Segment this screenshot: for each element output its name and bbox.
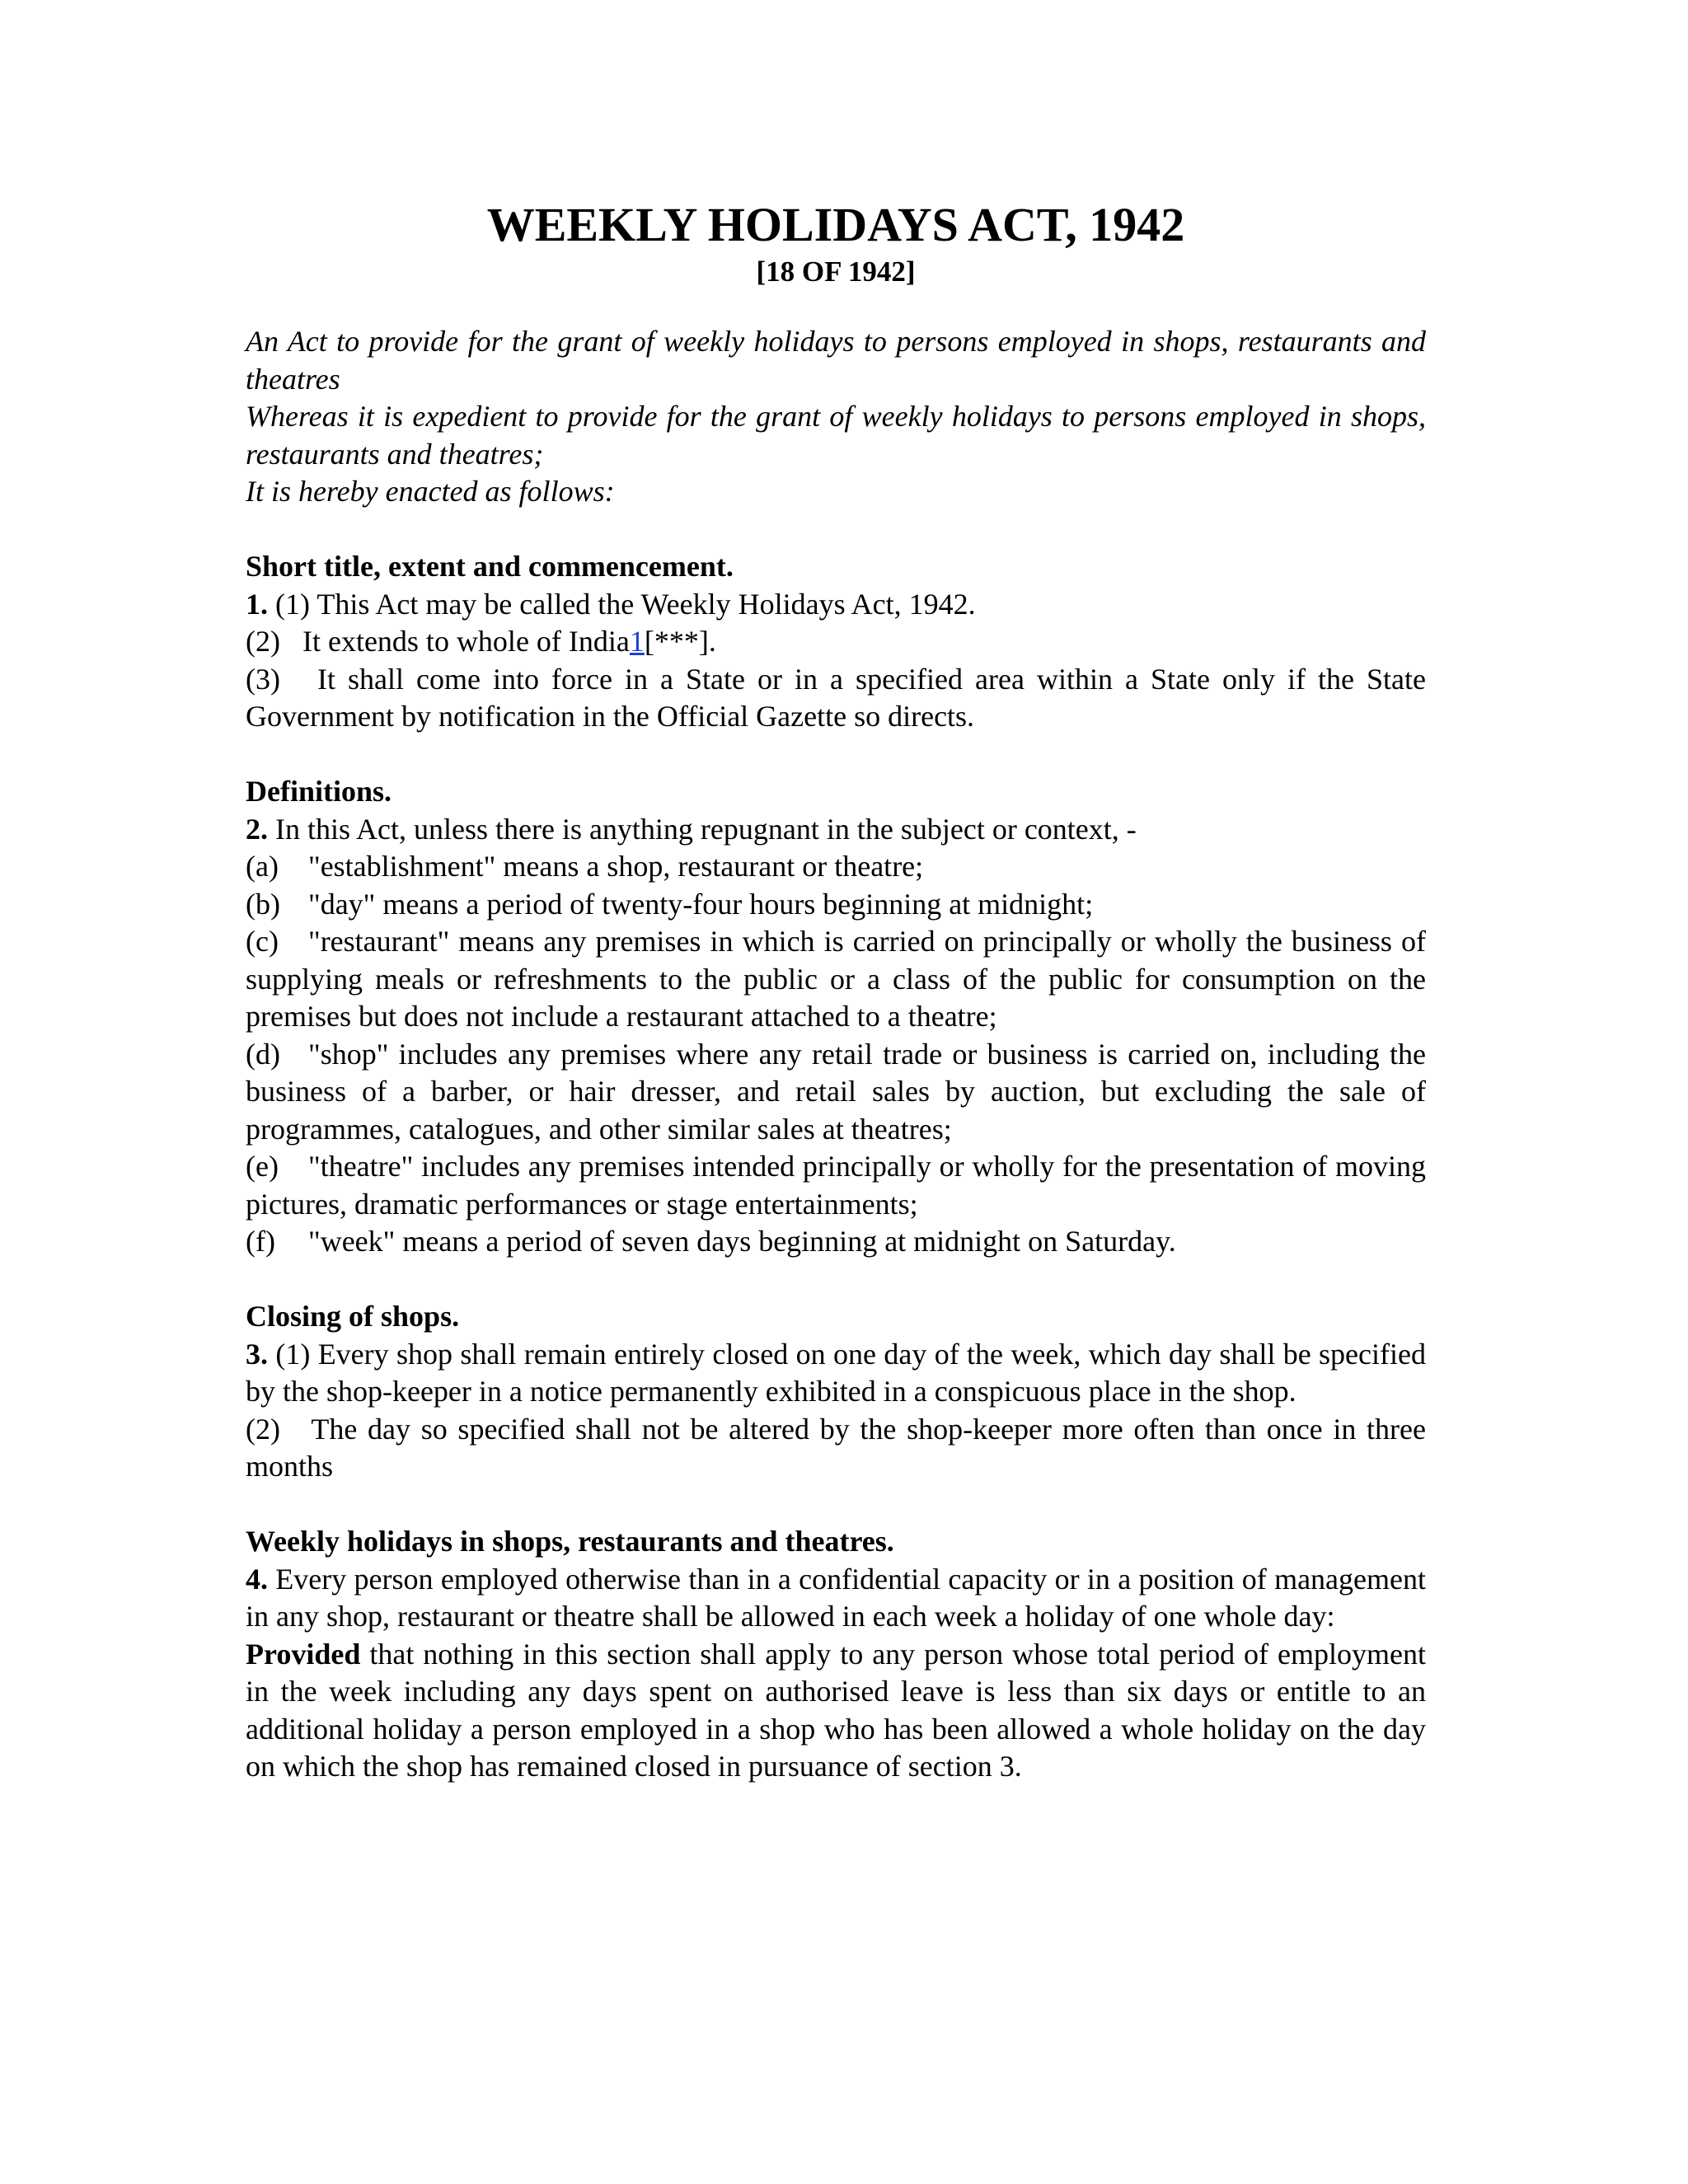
definition-f-text: "week" means a period of seven days beginning at midnight on Saturday. [308,1225,1176,1258]
section-1-sub-3: (3) It shall come into force in a State or in a specified area within a State only if the State Government by notification in the Official Gazette so directs. [246,662,1433,733]
footnote-link[interactable]: 1 [629,625,645,658]
act-number: [18 OF 1942] [756,255,916,288]
document-page [246,196,1433,1786]
definition-b-text: "day" means a period of twenty-four hours beginning at midnight; [308,887,1094,921]
section-2-intro-text: In this Act, unless there is anything repugnant in the subject or context, - [268,812,1137,846]
definition-f [246,1223,1426,1261]
definition-d-label: (d) [246,1037,280,1071]
definition-f-label: (f) [246,1225,275,1258]
section-3-sub-1 [246,1336,1426,1411]
section-3-number: 3. [246,1337,268,1371]
section-3-sub-2: (2) The day so specified shall not be altered by the shop-keeper more often than once in three months [246,1412,1433,1483]
section-1-heading: Short title, extent and commencement. [246,550,734,583]
section-1-sub-1-text: (1) This Act may be called the Weekly Holidays Act, 1942. [268,587,976,621]
definition-c [246,923,1426,1036]
section-1-sub-1 [246,586,1426,624]
proviso-label: Provided [246,1637,361,1671]
section-2-intro [246,811,1426,849]
definition-d-text: "shop" includes any premises where any retail trade or business is carried on, including the business of a barber, or hair dresser, and retail sales by auction, but excluding the sale of programmes, catalogues, and other similar sales at theatres; [246,1037,1426,1146]
definition-c-label: (c) [246,925,279,958]
section-2-number: 2. [246,812,268,846]
definition-b [246,886,1426,924]
definition-c-text: "restaurant" means any premises in which is carried on principally or wholly the business of supplying meals or refreshments to the public or a class of the public for consumption on the premises but does not include a restaurant attached to a theatre; [246,925,1426,1033]
section-4-heading: Weekly holidays in shops, restaurants and theatres. [246,1525,894,1558]
definition-d [246,1036,1426,1149]
section-1-number: 1. [246,587,268,621]
document-title: WEEKLY HOLIDAYS ACT, 1942 [486,198,1185,251]
section-3-sub-1-text: (1) Every shop shall remain entirely closed on one day of the week, which day shall be specified by the shop-keeper in a notice permanently exhibited in a conspicuous place in the shop. [246,1337,1426,1408]
section-1-sub-2-text: (2) It extends to whole of India [246,625,630,658]
document-body [246,323,1433,1786]
section-4-proviso [246,1636,1426,1786]
long-title: An Act to provide for the grant of weekly holidays to persons employed in shops, restaurants and theatres [246,325,1426,396]
section-1-sub-2 [246,623,1426,661]
definition-a [246,848,1426,886]
enacting-clause: It is hereby enacted as follows: [246,475,615,508]
section-1-sub-2-omission: [***]. [644,625,716,658]
proviso-text: that nothing in this section shall apply to any person whose total period of employment in the week including any days spent on authorised leave is less than six days or entitle to an additional holiday a person employed in a shop who has been allowed a whole holiday on the day on which the shop has remained closed in pursuance of section 3. [246,1637,1426,1783]
definition-e [246,1148,1426,1223]
definition-a-label: (a) [246,850,279,883]
section-3-heading: Closing of shops. [246,1300,460,1333]
section-2-heading: Definitions. [246,775,392,808]
preamble-whereas: Whereas it is expedient to provide for the grant of weekly holidays to persons employed in shops, restaurants and theatres; [246,400,1426,471]
definition-e-text: "theatre" includes any premises intended principally or wholly for the presentation of moving pictures, dramatic performances or stage entertainments; [246,1150,1426,1221]
section-4-body: Every person employed otherwise than in a confidential capacity or in a position of management in any shop, restaurant or theatre shall be allowed in each week a holiday of one whole day: [246,1562,1426,1633]
section-4-text [246,1561,1426,1636]
section-4-number: 4. [246,1562,268,1596]
definition-a-text: "establishment" means a shop, restaurant or theatre; [308,850,924,883]
definition-b-label: (b) [246,887,280,921]
definition-e-label: (e) [246,1150,279,1183]
